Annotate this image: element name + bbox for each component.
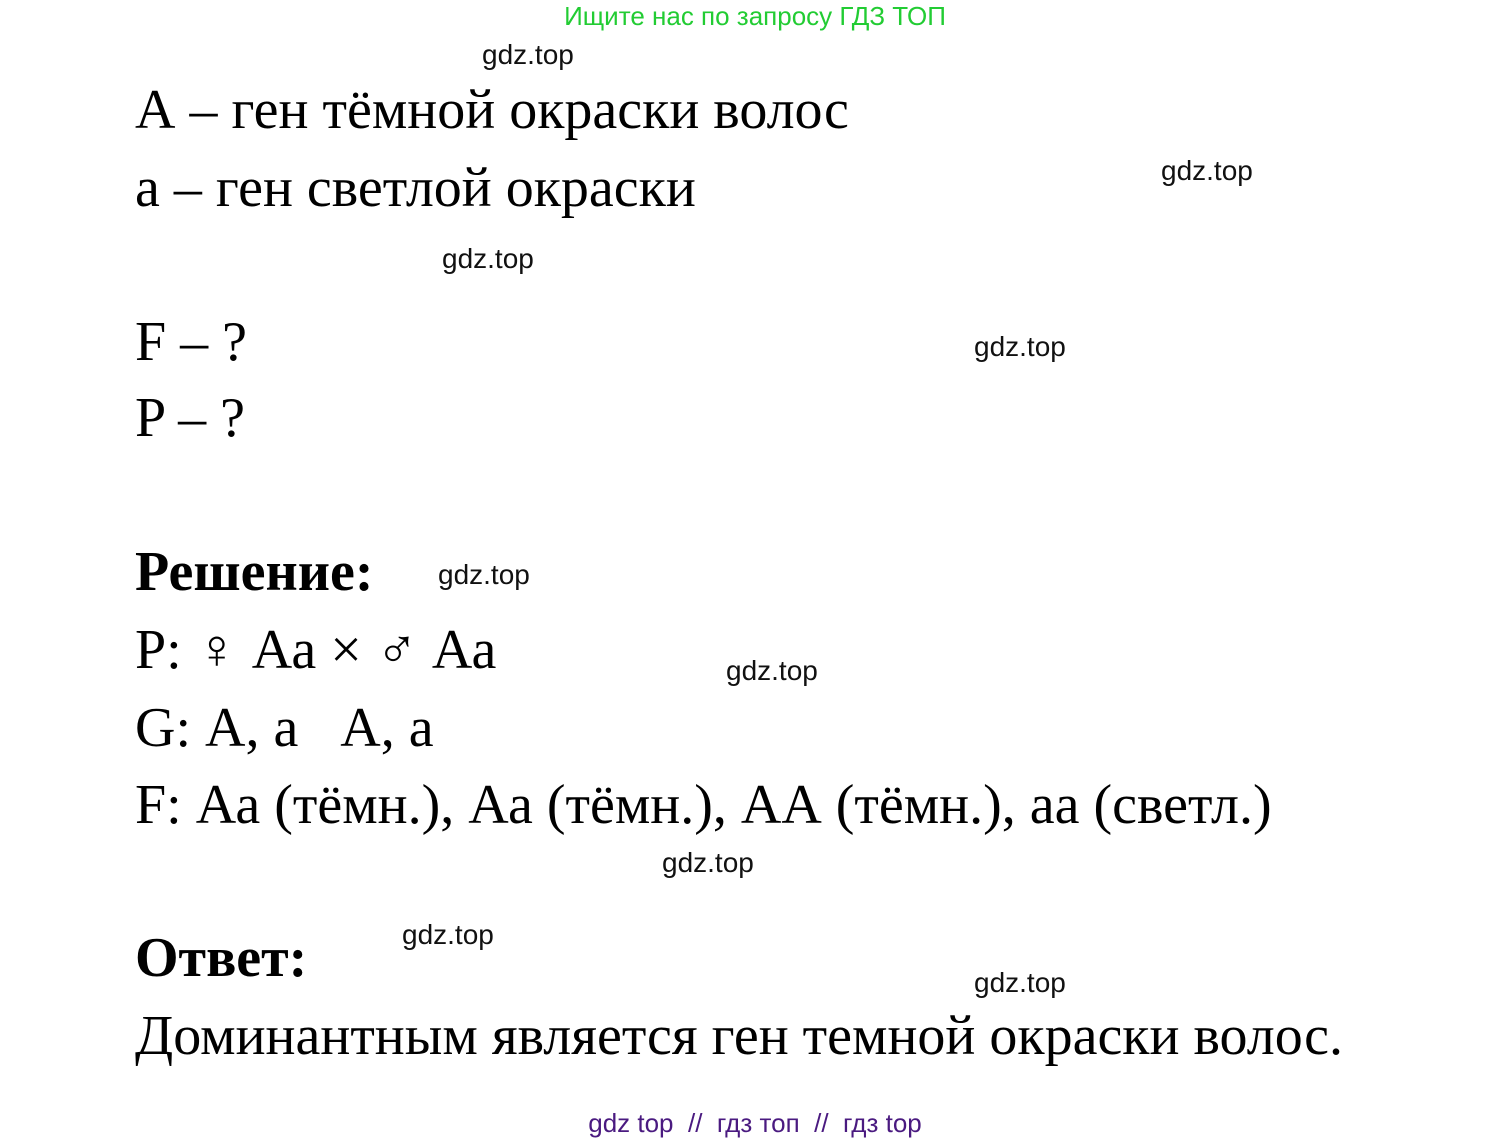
watermark: gdz.top — [974, 331, 1066, 362]
watermark: gdz.top — [442, 243, 534, 274]
answer-text: Доминантным является ген темной окраски волос. — [135, 1005, 1343, 1067]
given-gene-recessive: а – ген светлой окраски — [135, 157, 696, 219]
solution-offspring: F: Аа (тёмн.), Аа (тёмн.), АА (тёмн.), аа (светл.) — [135, 774, 1272, 836]
watermark: gdz.top — [662, 847, 754, 878]
header-banner: Ищите нас по запросу ГДЗ ТОП — [564, 1, 946, 31]
given-question-p: P – ? — [135, 387, 245, 449]
watermark: gdz.top — [1161, 155, 1253, 186]
solution-gametes: G: А, а А, а — [135, 697, 434, 759]
watermark: gdz.top — [726, 655, 818, 686]
given-gene-dominant: А – ген тёмной окраски волос — [135, 79, 849, 141]
answer-heading: Ответ: — [135, 927, 308, 989]
watermark: gdz.top — [438, 559, 530, 590]
solution-parents: P: ♀ Аа × ♂ Аа — [135, 619, 497, 681]
watermark: gdz.top — [402, 919, 494, 950]
given-question-f: F – ? — [135, 311, 247, 373]
solution-heading: Решение: — [135, 541, 374, 603]
watermark: gdz.top — [482, 39, 574, 70]
watermark: gdz.top — [974, 967, 1066, 998]
footer-links: gdz top // гдз топ // гдз top — [588, 1108, 922, 1138]
